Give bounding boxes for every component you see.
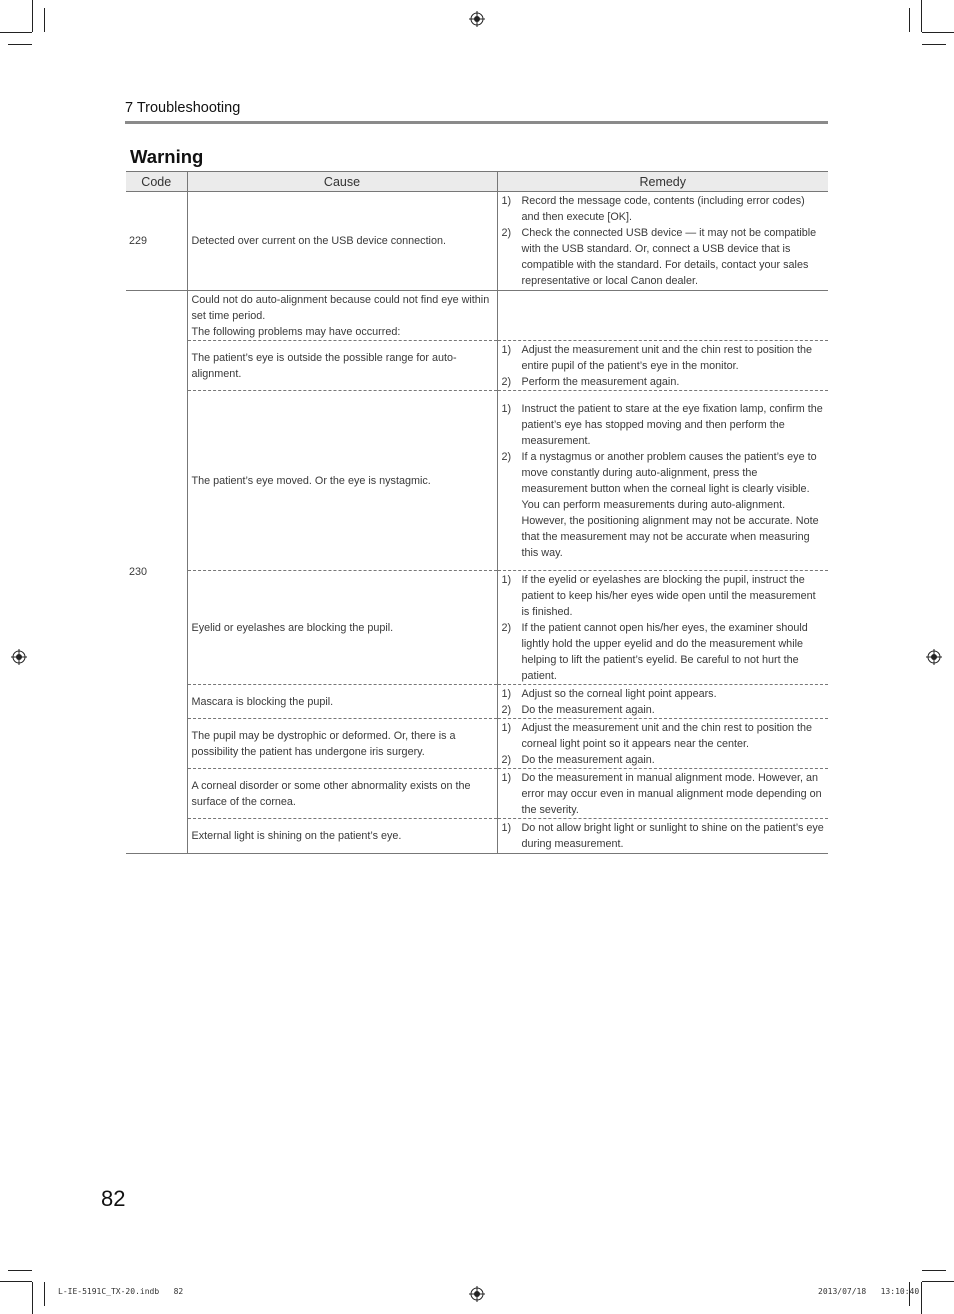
crop-mark — [0, 32, 32, 33]
crop-mark — [909, 8, 910, 32]
remedy-number: 1) — [501, 687, 512, 700]
remedy-text: If the patient cannot open his/her eyes, the examiner should lightly hold the upper eyelid and do the measurement while helping to lift the patient’s eyelid. Be careful to not hurt the patient. — [521, 621, 808, 682]
page-number: 82 — [101, 1186, 126, 1211]
remedy-cell — [497, 341, 828, 391]
remedy-text: Do the measurement again. — [521, 753, 655, 766]
remedy-text: Do not allow bright light or sunlight to shine on the patient’s eye during measurement. — [521, 822, 824, 850]
crop-mark — [0, 1281, 32, 1282]
table-row — [126, 341, 828, 391]
table-row — [126, 719, 828, 769]
remedy-item — [502, 720, 825, 752]
remedy-number: 1) — [501, 195, 512, 207]
remedy-number: 2) — [501, 621, 512, 634]
remedy-text: Check the connected USB device — it may not be compatible with the USB standard. Or, connect a USB device that is compatible with the standard. For details, contact your sales representative or local Canon dealer. — [521, 227, 817, 287]
remedy-item — [502, 752, 825, 768]
remedy-cell — [497, 819, 828, 854]
remedy-item — [502, 702, 825, 718]
cause-cell: Detected over current on the USB device connection. — [187, 192, 497, 291]
remedy-cell — [497, 719, 828, 769]
remedy-text: Record the message code, contents (including error codes) and then execute [OK]. — [521, 195, 805, 223]
cause-cell: The patient’s eye is outside the possible range for auto-alignment. — [187, 341, 497, 391]
code-cell: 230 — [126, 291, 187, 854]
crop-mark — [32, 0, 33, 32]
remedy-item — [502, 401, 825, 449]
remedy-number: 2) — [501, 227, 512, 239]
remedy-number: 1) — [501, 402, 512, 415]
crop-mark — [922, 1281, 954, 1282]
remedy-text: Perform the measurement again. — [521, 375, 680, 388]
crop-mark — [921, 0, 922, 32]
table-row — [126, 685, 828, 719]
remedy-item — [502, 449, 825, 561]
cause-cell: A corneal disorder or some other abnormality exists on the surface of the cornea. — [187, 769, 497, 819]
remedy-text: Adjust the measurement unit and the chin rest to position the corneal light point so it appears near the center. — [521, 721, 812, 750]
remedy-cell — [497, 571, 828, 685]
registration-mark-icon — [469, 1286, 485, 1302]
remedy-number: 1) — [501, 721, 512, 734]
column-header-remedy: Remedy — [497, 172, 828, 192]
remedy-cell — [497, 291, 828, 341]
remedy-cell — [497, 769, 828, 819]
print-slug-timestamp: 2013/07/18 13:10:40 — [818, 1287, 920, 1296]
column-header-cause: Cause — [187, 172, 497, 192]
remedy-item — [502, 572, 825, 620]
table-row — [126, 571, 828, 685]
crop-mark — [32, 1282, 33, 1314]
code-cell: 229 — [126, 192, 187, 291]
section-divider — [125, 121, 828, 124]
remedy-text: If a nystagmus or another problem causes the patient’s eye to move constantly during auto-alignment, press the measurement button when the corneal light is clearly visible. You can perform measurements during auto-alignment. However, the positioning alignment may not be accurate. Note that the measurement may not be accurate when measuring this way. — [521, 450, 819, 559]
registration-mark-icon — [11, 649, 27, 665]
remedy-number: 2) — [501, 375, 512, 388]
table-header-row — [126, 172, 828, 192]
remedy-number: 1) — [501, 343, 512, 356]
remedy-text: Instruct the patient to stare at the eye fixation lamp, confirm the patient’s eye has stopped moving and then perform the measurement. — [521, 402, 823, 447]
crop-mark — [921, 1282, 922, 1314]
column-header-code: Code — [126, 172, 187, 192]
crop-mark — [8, 1270, 32, 1271]
page-title: Warning — [130, 146, 204, 167]
cause-cell: The pupil may be dystrophic or deformed. Or, there is a possibility the patient has undergone iris surgery. — [187, 719, 497, 769]
remedy-text: Adjust the measurement unit and the chin rest to position the entire pupil of the patient’s eye in the monitor. — [521, 343, 812, 372]
table-row — [126, 192, 828, 291]
cause-cell: Eyelid or eyelashes are blocking the pupil. — [187, 571, 497, 685]
remedy-text: Adjust so the corneal light point appears. — [521, 687, 717, 700]
remedy-item — [502, 620, 825, 684]
crop-mark — [44, 8, 45, 32]
remedy-item — [502, 225, 825, 289]
remedy-number: 1) — [501, 573, 512, 586]
section-header: 7 Troubleshooting — [125, 100, 241, 116]
remedy-cell — [497, 192, 828, 291]
remedy-text: Do the measurement again. — [521, 703, 655, 716]
crop-mark — [44, 1282, 45, 1306]
registration-mark-icon — [469, 11, 485, 27]
remedy-item — [502, 820, 825, 852]
cause-cell: Mascara is blocking the pupil. — [187, 685, 497, 719]
cause-cell: The patient’s eye moved. Or the eye is nystagmic. — [187, 391, 497, 571]
remedy-text: If the eyelid or eyelashes are blocking the pupil, instruct the patient to keep his/her eyes wide open until the measurement is finished. — [521, 573, 816, 618]
table-row — [126, 291, 828, 341]
crop-mark — [8, 44, 32, 45]
remedy-number: 1) — [501, 822, 512, 834]
remedy-cell — [497, 391, 828, 571]
cause-intro-cell: Could not do auto-alignment because could not find eye within set time period. The following problems may have occurred: — [187, 291, 497, 341]
error-table — [126, 171, 828, 854]
remedy-number: 2) — [501, 450, 512, 463]
remedy-item — [502, 770, 825, 818]
remedy-number: 2) — [501, 703, 512, 716]
registration-mark-icon — [926, 649, 942, 665]
crop-mark — [922, 1270, 946, 1271]
remedy-item — [502, 374, 825, 390]
remedy-text: Do the measurement in manual alignment mode. However, an error may occur even in manual alignment mode depending on the severity. — [521, 771, 822, 816]
print-slug-file: L-IE-5191C_TX-20.indb 82 — [58, 1287, 184, 1296]
remedy-item — [502, 342, 825, 374]
remedy-number: 2) — [501, 753, 512, 766]
table-row — [126, 391, 828, 571]
table-row — [126, 769, 828, 819]
remedy-item — [502, 686, 825, 702]
crop-mark — [922, 32, 954, 33]
remedy-cell — [497, 685, 828, 719]
table-row — [126, 819, 828, 854]
cause-cell: External light is shining on the patient’s eye. — [187, 819, 497, 854]
crop-mark — [922, 44, 946, 45]
remedy-item — [502, 193, 825, 225]
remedy-number: 1) — [501, 771, 512, 784]
